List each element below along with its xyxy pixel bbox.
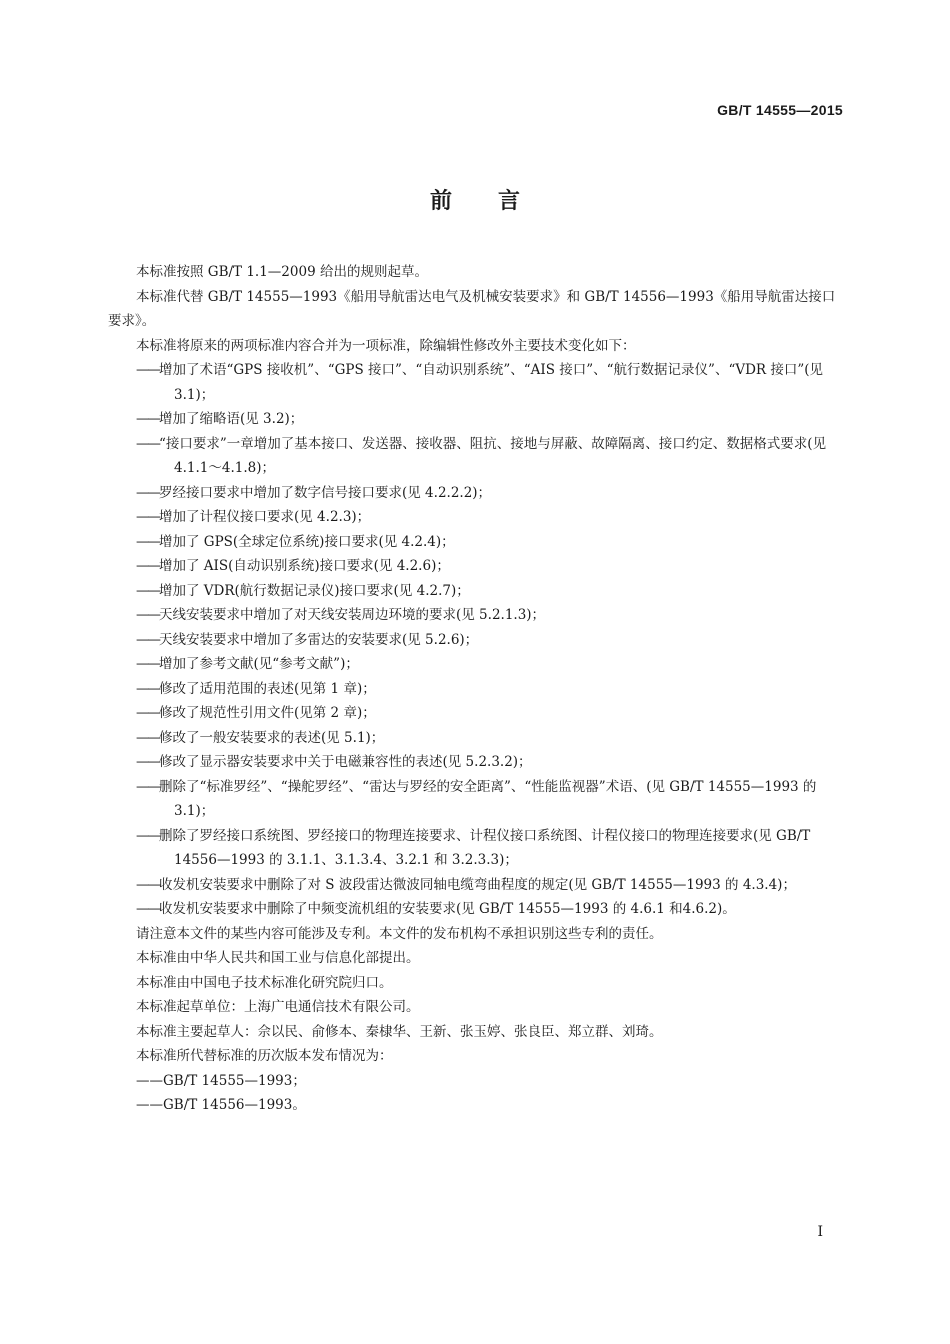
- standard-code: GB/T 14555—2015: [717, 102, 843, 118]
- list-item: ——增加了术语“GPS 接收机”、“GPS 接口”、“自动识别系统”、“AIS 接口”、“航行数据记录仪”、“VDR 接口”(见 3.1)；: [136, 362, 824, 403]
- list-item: ——修改了规范性引用文件(见第 2 章)；: [136, 705, 376, 721]
- list-item: ——天线安装要求中增加了对天线安装周边环境的要求(见 5.2.1.3)；: [136, 607, 546, 623]
- list-item: ——增加了计程仪接口要求(见 4.2.3)；: [136, 509, 371, 525]
- list-item: ——增加了缩略语(见 3.2)；: [136, 411, 304, 427]
- list-item: ——收发机安装要求中删除了对 S 波段雷达微波同轴电缆弯曲程度的规定(见 GB/T 14555—1993 的 4.3.4)；: [136, 876, 796, 893]
- intro-paragraph: 本标准按照 GB/T 1.1—2009 给出的规则起草。: [136, 264, 428, 280]
- list-item: ——增加了 GPS(全球定位系统)接口要求(见 4.2.4)；: [136, 533, 455, 550]
- history-item: ——GB/T 14555—1993；: [136, 1072, 306, 1089]
- foreword-body: [108, 260, 846, 1118]
- intro-paragraph: 本标准将原来的两项标准内容合并为一项标准，除编辑性修改外主要技术变化如下：: [136, 337, 636, 354]
- list-item: ——“接口要求”一章增加了基本接口、发送器、接收器、阻抗、接地与屏蔽、故障隔离、接口约定、数据格式要求(见 4.1.1～4.1.8)；: [136, 435, 827, 476]
- drafters-note: 本标准主要起草人：佘以民、俞修本、秦棣华、王新、张玉婷、张良臣、郑立群、刘琦。: [136, 1023, 663, 1040]
- intro-paragraph: 本标准代替 GB/T 14555—1993《船用导航雷达电气及机械安装要求》和 GB/T 14556—1993《船用导航雷达接口要求》。: [108, 288, 836, 329]
- patent-note: 请注意本文件的某些内容可能涉及专利。本文件的发布机构不承担识别这些专利的责任。: [136, 925, 663, 942]
- list-item: ——天线安装要求中增加了多雷达的安装要求(见 5.2.6)；: [136, 631, 479, 648]
- drafting-unit-note: 本标准起草单位：上海广电通信技术有限公司。: [136, 999, 420, 1015]
- list-item: ——删除了罗经接口系统图、罗经接口的物理连接要求、计程仪接口系统图、计程仪接口的物理连接要求(见 GB/T 14556—1993 的 3.1.1、3.1.3.4、3.2.1 和 3.2.3.3)；: [136, 827, 811, 868]
- list-item: ——修改了一般安装要求的表述(见 5.1)；: [136, 729, 385, 746]
- proposer-note: 本标准由中华人民共和国工业与信息化部提出。: [136, 950, 420, 966]
- centralized-note: 本标准由中国电子技术标准化研究院归口。: [136, 974, 393, 991]
- list-item: ——增加了参考文献(见“参考文献”)；: [136, 656, 359, 672]
- list-item: ——收发机安装要求中删除了中频变流机组的安装要求(见 GB/T 14555—1993 的 4.6.1 和4.6.2)。: [136, 901, 736, 917]
- page-title: 前言: [429, 189, 566, 214]
- page-number: I: [817, 1224, 823, 1240]
- list-item: ——罗经接口要求中增加了数字信号接口要求(见 4.2.2.2)；: [136, 484, 492, 501]
- changes-list: [108, 358, 846, 922]
- list-item: ——修改了适用范围的表述(见第 1 章)；: [136, 680, 376, 697]
- history-item: ——GB/T 14556—1993。: [136, 1097, 306, 1113]
- list-item: ——删除了“标准罗经”、“操舵罗经”、“雷达与罗经的安全距离”、“性能监视器”术语、(见 GB/T 14555—1993 的3.1)；: [136, 778, 817, 819]
- history-intro: 本标准所代替标准的历次版本发布情况为：: [136, 1048, 393, 1064]
- list-item: ——修改了显示器安装要求中关于电磁兼容性的表述(见 5.2.3.2)；: [136, 754, 532, 770]
- list-item: ——增加了 AIS(自动识别系统)接口要求(见 4.2.6)；: [136, 558, 450, 574]
- list-item: ——增加了 VDR(航行数据记录仪)接口要求(见 4.2.7)；: [136, 582, 470, 599]
